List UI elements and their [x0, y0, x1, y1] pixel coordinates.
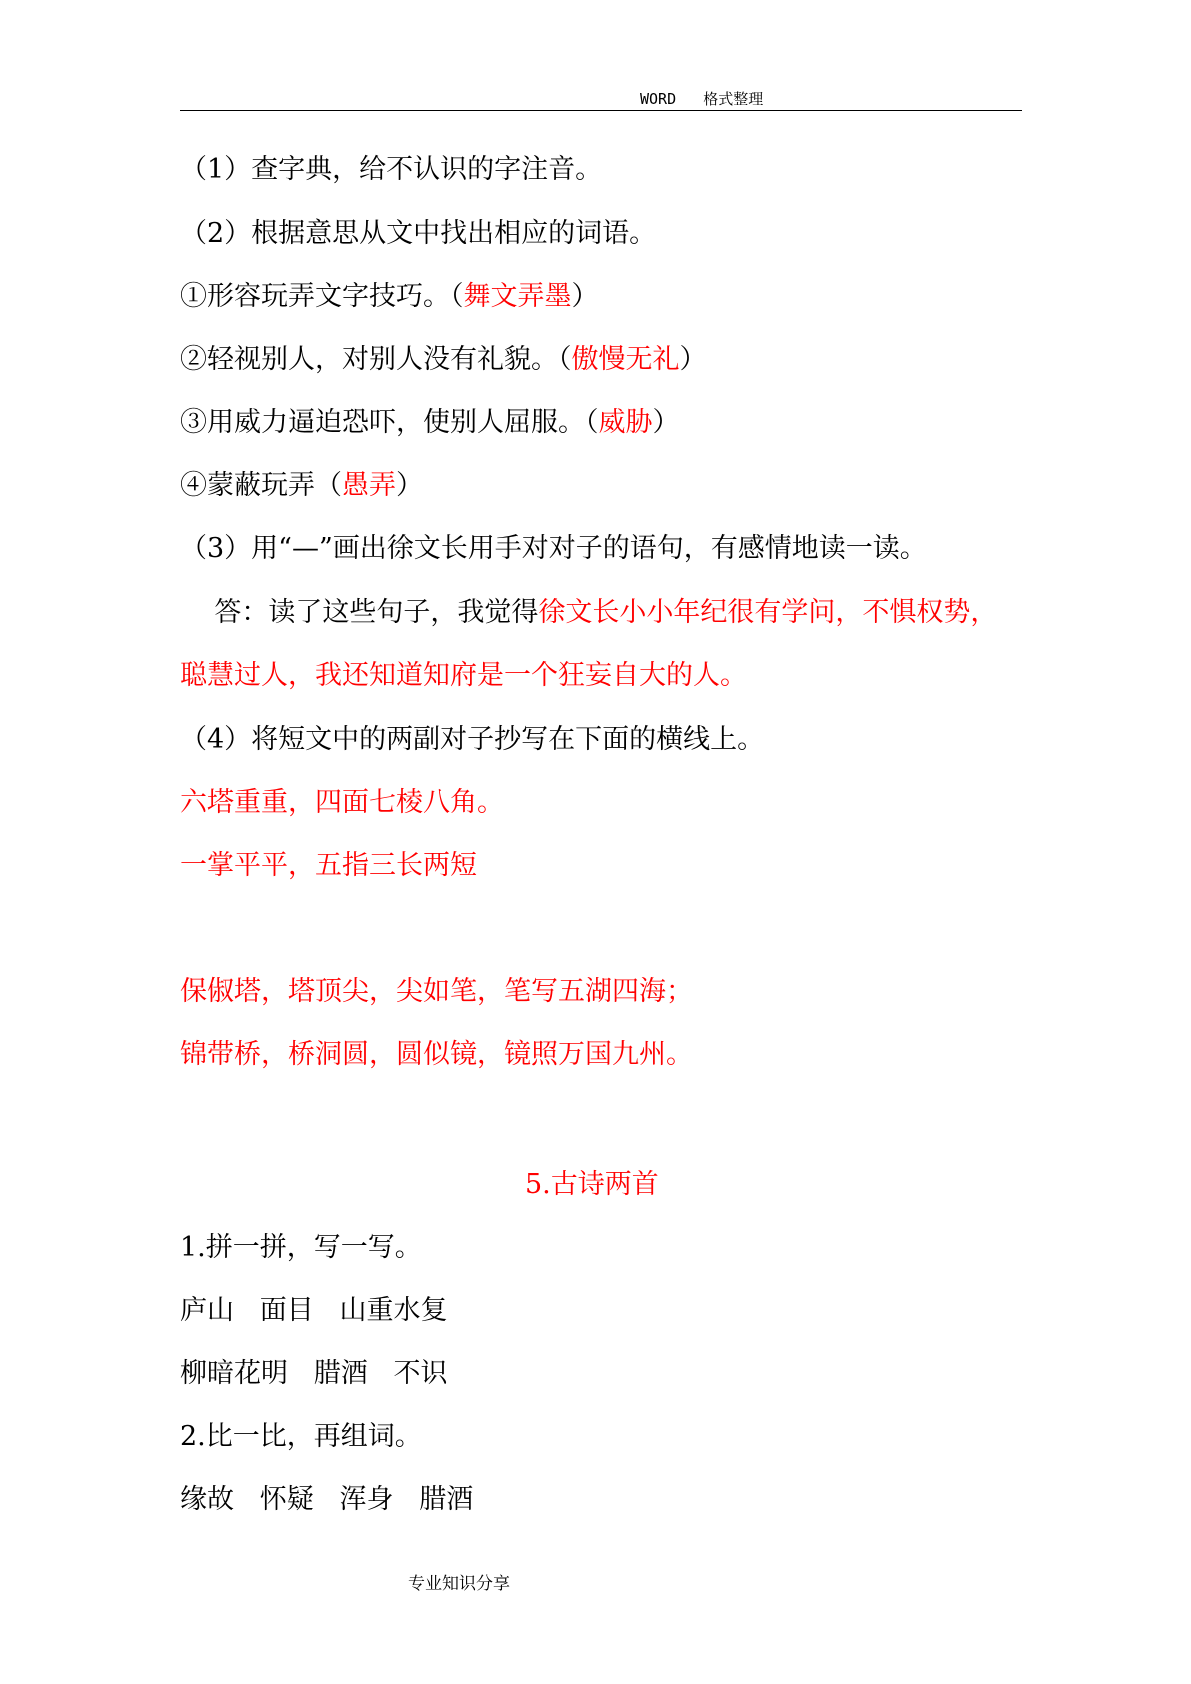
page-footer: 专业知识分享	[408, 1574, 510, 1594]
answer-3-prefix: 答：读了这些句子，我觉得	[180, 597, 539, 628]
word-row-2: 柳暗花明 腊酒 不识	[180, 1358, 448, 1389]
item-4	[180, 468, 423, 504]
section-question-1: 1.拼一拼，写一写。	[180, 1232, 422, 1263]
item-1-close: ）	[571, 281, 599, 312]
item-2	[180, 342, 707, 378]
item-4-close: ）	[396, 470, 423, 501]
answer-3-line-1	[180, 595, 997, 631]
item-3-close: ）	[652, 407, 680, 438]
header-rule	[180, 110, 1022, 111]
question-2: （2）根据意思从文中找出相应的词语。	[180, 218, 657, 249]
couplet-2-line-2: 锦带桥，桥洞圆，圆似镜，镜照万国九州。	[180, 1039, 693, 1070]
item-2-answer: 傲慢无礼	[571, 344, 680, 375]
item-2-label: ②轻视别人，对别人没有礼貌。（	[180, 344, 572, 375]
answer-3-red-1: 徐文长小小年纪很有学问，不惧权势，	[538, 597, 998, 628]
answer-3-line-2: 聪慧过人，我还知道知府是一个狂妄自大的人。	[180, 660, 747, 691]
section-title: 5.古诗两首	[525, 1169, 659, 1200]
section-question-2: 2.比一比，再组词。	[180, 1421, 422, 1452]
item-3-answer: 威胁	[598, 407, 653, 438]
page-header	[0, 88, 1191, 112]
item-3	[180, 405, 680, 441]
question-4: （4）将短文中的两副对子抄写在下面的横线上。	[180, 724, 765, 755]
item-4-answer: 愚弄	[342, 470, 396, 501]
question-3: （3）用“—”画出徐文长用手对对子的语句，有感情地读一读。	[180, 533, 927, 564]
couplet-1-line-1: 六塔重重，四面七棱八角。	[180, 787, 504, 818]
item-1	[180, 279, 599, 315]
question-1: （1）查字典，给不认识的字注音。	[180, 154, 603, 185]
word-row-3: 缘故 怀疑 浑身 腊酒	[180, 1484, 474, 1515]
couplet-2-line-1: 保俶塔，塔顶尖，尖如笔，笔写五湖四海；	[180, 976, 693, 1007]
item-2-close: ）	[679, 344, 707, 375]
item-1-answer: 舞文弄墨	[463, 281, 572, 312]
couplet-1-line-2: 一掌平平，五指三长两短	[180, 850, 477, 881]
item-1-label: ①形容玩弄文字技巧。（	[180, 281, 464, 312]
word-row-1: 庐山 面目 山重水复	[180, 1295, 448, 1326]
item-3-label: ③用威力逼迫恐吓，使别人屈服。（	[180, 407, 599, 438]
header-text: WORD 格式整理	[640, 90, 764, 108]
item-4-label: ④蒙蔽玩弄（	[180, 470, 342, 501]
